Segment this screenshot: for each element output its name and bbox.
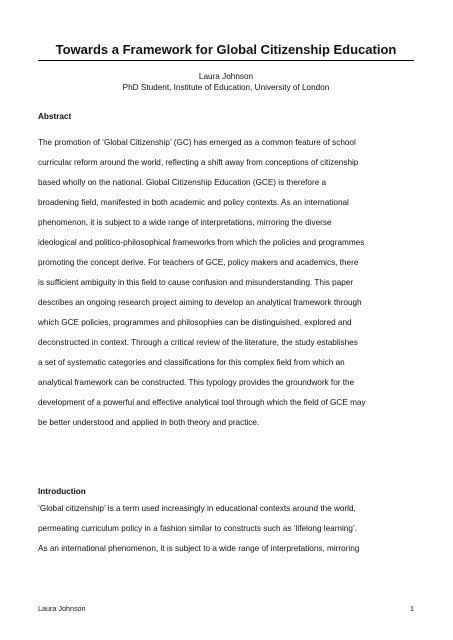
introduction-line: As an international phenomenon, it is subject to a wide range of interpretations, mirroring [38, 544, 360, 553]
introduction-paragraph [38, 504, 418, 564]
abstract-line: be better understood and applied in both theory and practice. [38, 418, 260, 427]
abstract-line: ideological and politico-philosophical frameworks from which the policies and programmes [38, 238, 365, 247]
abstract-line: The promotion of ‘Global Citizenship’ (GC) has emerged as a common feature of school [38, 138, 356, 147]
title-divider [38, 60, 414, 61]
author-affiliation: PhD Student, Institute of Education, University of London [122, 83, 330, 92]
introduction-line: permeating curriculum policy in a fashion similar to constructs such as ‘lifelong learning’. [38, 524, 358, 533]
abstract-line: a set of systematic categories and classifications for this complex field from which an [38, 358, 345, 367]
abstract-line: promoting the concept derive. For teachers of GCE, policy makers and academics, there [38, 258, 359, 267]
page-number: 1 [410, 604, 414, 613]
abstract-line: broadening field, manifested in both academic and policy contexts. As an international [38, 198, 349, 207]
paper-title: Towards a Framework for Global Citizenship Education [55, 42, 397, 57]
abstract-paragraph [38, 138, 418, 438]
introduction-line: ‘Global citizenship’ is a term used increasingly in educational contexts around the world, [38, 504, 356, 513]
footer-author: Laura Johnson [38, 604, 86, 613]
abstract-line: based wholly on the national. Global Citizenship Education (GCE) is therefore a [38, 178, 327, 187]
abstract-line: curricular reform around the world, reflecting a shift away from conceptions of citizenship [38, 158, 359, 167]
abstract-line: deconstructed in context. Through a critical review of the literature, the study establishes [38, 338, 358, 347]
abstract-line: development of a powerful and effective analytical tool through which the field of GCE may [38, 398, 366, 407]
abstract-line: describes an ongoing research project aiming to develop an analytical framework through [38, 298, 362, 307]
author-name: Laura Johnson [198, 72, 254, 81]
abstract-line: phenomenon, it is subject to a wide range of interpretations, mirroring the diverse [38, 218, 332, 227]
abstract-line: analytical framework can be constructed. This typology provides the groundwork for the [38, 378, 355, 387]
abstract-line: which GCE policies, programmes and philosophies can be distinguished, explored and [38, 318, 352, 327]
abstract-heading: Abstract [38, 112, 72, 121]
introduction-heading: Introduction [38, 487, 86, 496]
abstract-line: is sufficient ambiguity in this field to cause confusion and misunderstanding. This paper [38, 278, 354, 287]
